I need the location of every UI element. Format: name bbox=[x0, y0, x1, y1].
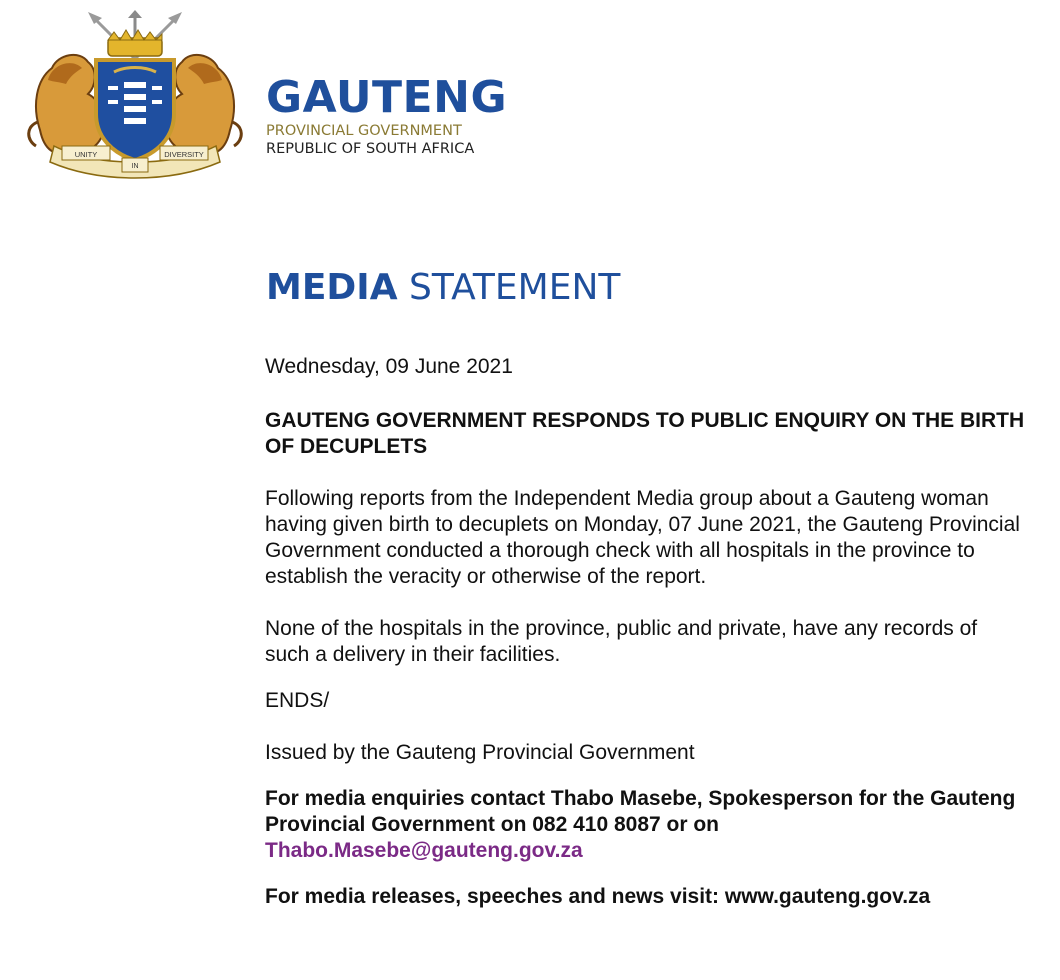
svg-text:DIVERSITY: DIVERSITY bbox=[164, 150, 204, 159]
media-releases-line: For media releases, speeches and news visit: www.gauteng.gov.za bbox=[265, 885, 931, 908]
media-contact bbox=[265, 786, 1025, 864]
svg-text:IN: IN bbox=[131, 163, 139, 170]
brand-country: REPUBLIC OF SOUTH AFRICA bbox=[266, 141, 475, 157]
document-title bbox=[266, 266, 620, 310]
title-bold: MEDIA bbox=[266, 267, 398, 308]
statement-headline: GAUTENG GOVERNMENT RESPONDS TO PUBLIC ENQUIRY ON THE BIRTH OF DECUPLETS bbox=[265, 409, 1025, 458]
body-paragraph-1: Following reports from the Independent Media group about a Gauteng woman having given birth to decuplets on Monday, 07 June 2021, the Gauteng Provincial Government conducted a thorough check with all hospitals in the province to establish the veracity or otherwise of the report. bbox=[265, 487, 1020, 588]
ends-marker: ENDS/ bbox=[265, 689, 330, 712]
statement-body bbox=[265, 354, 1025, 910]
media-contact-text: For media enquiries contact Thabo Masebe, Spokesperson for the Gauteng Provincial Government on 082 410 8087 or on bbox=[265, 787, 1016, 836]
brand-block bbox=[266, 74, 507, 158]
issued-by: Issued by the Gauteng Provincial Government bbox=[265, 741, 695, 764]
brand-subtitle: PROVINCIAL GOVERNMENT bbox=[266, 123, 462, 139]
contact-email-link[interactable]: Thabo.Masebe@gauteng.gov.za bbox=[265, 839, 583, 862]
svg-text:UNITY: UNITY bbox=[74, 150, 98, 159]
title-regular: STATEMENT bbox=[409, 267, 621, 308]
body-paragraph-2: None of the hospitals in the province, public and private, have any records of such a delivery in their facilities. bbox=[265, 617, 978, 666]
brand-name: GAUTENG bbox=[266, 72, 508, 123]
statement-date: Wednesday, 09 June 2021 bbox=[265, 355, 513, 378]
coat-of-arms-logo bbox=[22, 10, 248, 180]
